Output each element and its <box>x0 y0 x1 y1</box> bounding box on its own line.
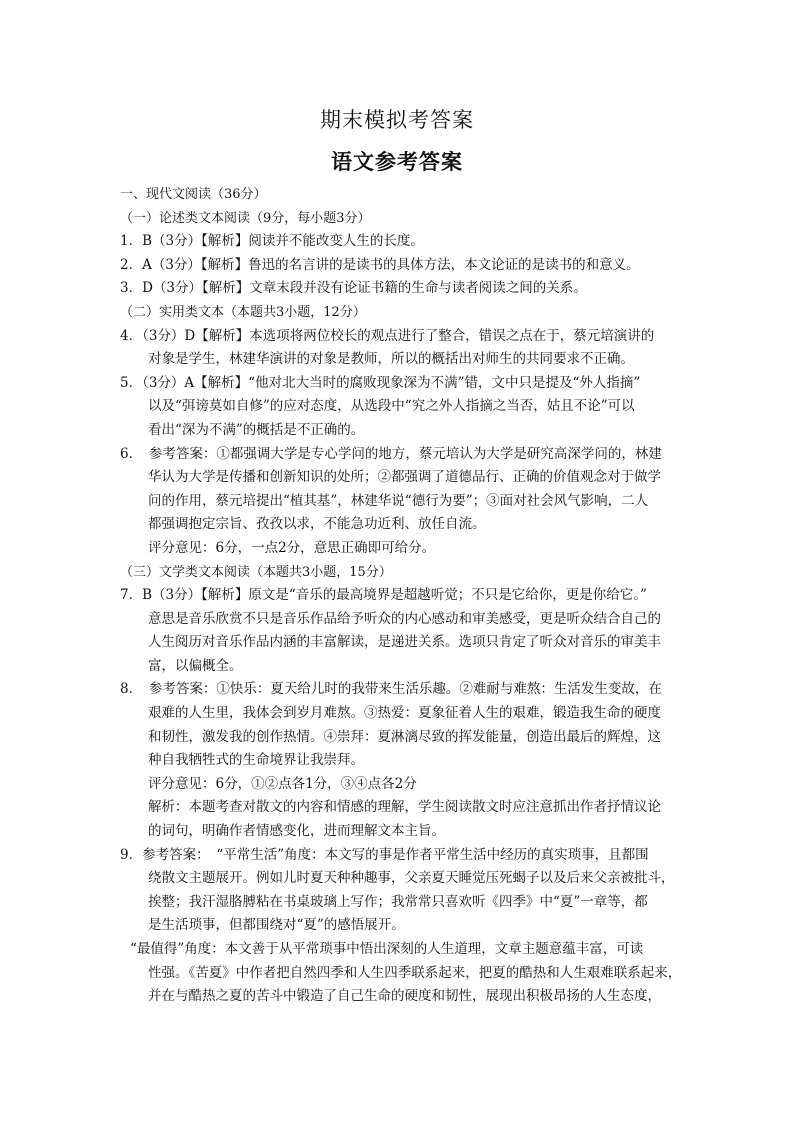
page-title: 期末模拟考答案 <box>320 108 474 132</box>
answer-line: 人生阅历对音乐作品内涵的丰富解读，是递进关系。选项只肯定了听众对音乐的审美丰 <box>148 634 661 651</box>
answer-line: 对象是学生，林建华演讲的对象是教师，所以的概括出对师生的共同要求不正确。 <box>148 351 634 368</box>
answer-line: 种自我牺牲式的生命境界让我崇拜。 <box>148 752 364 769</box>
answer-line: 艰难的人生里，我体会到岁月难熬。③热爱：夏象征着人生的艰难，锻造我生命的硬度 <box>148 705 661 722</box>
answer-line: （一）论述类文本阅读（9分，每小题3分） <box>120 210 371 226</box>
answer-line: 性强。《苦夏》中作者把自然四季和人生四季联系起来，把夏的酷热和人生艰难联系起来， <box>148 964 682 981</box>
answer-content <box>120 183 680 1009</box>
answer-line: 华认为大学是传播和创新知识的处所；②都强调了道德品行、正确的价值观念对于做学 <box>148 469 661 486</box>
answer-line: 4．（3分）D【解析】本选项将两位校长的观点进行了整合，错误之点在于，蔡元培演讲的 <box>120 327 655 344</box>
answer-line: 问的作用，蔡元培提出“植其基”，林建华说“德行为要”；③面对社会风气影响，二人 <box>148 492 649 509</box>
answer-line: 富，以偏概全。 <box>148 657 243 674</box>
answer-line: 3．D（3分）【解析】文章末段并没有论证书籍的生命与读者阅读之间的关系。 <box>120 280 587 297</box>
answer-line: 5．（3分）A【解析】“他对北大当时的腐败现象深为不满”错，文中只是提及“外人指摘” <box>120 374 641 391</box>
answer-line: 和韧性，激发我的创作热情。④崇拜：夏淋漓尽致的挥发能量，创造出最后的辉煌，这 <box>148 728 661 745</box>
answer-line: 并在与酷热之夏的苦斗中锻造了自己生命的硬度和韧性，展现出积极昂扬的人生态度， <box>148 988 661 1005</box>
answer-line: 1．B（3分）【解析】阅读并不能改变人生的长度。 <box>120 233 424 250</box>
page-subtitle: 语文参考答案 <box>331 149 463 174</box>
answer-line: 是生活琐事，但都围绕对“夏”的感悟展开。 <box>148 917 405 934</box>
answer-line: 的词句，明确作者情感变化，进而理解文本主旨。 <box>148 823 445 840</box>
answer-line: 6． 参考答案：①都强调大学是专心学问的地方，蔡元培认为大学是研究高深学问的，林建 <box>120 445 662 462</box>
answer-line: 7．B（3分）【解析】原文是“音乐的最高境界是超越听觉；不只是它给你，更是你给它。” <box>120 587 647 604</box>
answer-line: 解析：本题考查对散文的内容和情感的理解，学生阅读散文时应注意抓出作者抒情议论 <box>148 799 661 816</box>
answer-line: 看出“深为不满”的概括是不正确的。 <box>148 421 365 438</box>
answer-line: 绕散文主题展开。例如儿时夏天种种趣事，父亲夏天睡觉压死蝎子以及后来父亲被批斗， <box>148 870 675 887</box>
answer-line: 8． 参考答案：①快乐：夏天给儿时的我带来生活乐趣。②难耐与难熬：生活发生变故，在 <box>120 681 662 698</box>
answer-line: 评分意见：6分，一点2分，意思正确即可给分。 <box>148 539 436 556</box>
answer-line: 9．参考答案： “平常生活”角度：本文写的事是作者平常生活中经历的真实琐事，且都围 <box>120 846 649 863</box>
answer-line: （三）文学类文本阅读（本题共3小题，15分） <box>120 564 392 580</box>
answer-line: （二）实用类文本（本题共3小题，12分） <box>120 304 366 320</box>
answer-line: 以及“弭谤莫如自修”的应对态度，从选段中“究之外人指摘之当否，姑且不论”可以 <box>148 398 635 415</box>
answer-line: 一、现代文阅读（36分） <box>120 187 267 202</box>
answer-line: 意思是音乐欣赏不只是音乐作品给予听众的内心感动和审美感受，更是听众结合自己的 <box>148 610 661 627</box>
answer-line: 评分意见：6分，①②点各1分，③④点各2分 <box>148 775 417 792</box>
answer-line: 都强调抱定宗旨、孜孜以求，不能急功近利、放任自流。 <box>148 516 486 533</box>
answer-line: 2．A（3分）【解析】鲁迅的名言讲的是读书的具体方法，本文论证的是读书的和意义。 <box>120 256 640 273</box>
answer-line: 挨整；我汗湿胳膊粘在书桌玻璃上写作；我常常只喜欢听《四季》中“夏”一章等，都 <box>148 893 648 910</box>
answer-line: “最值得”角度：本文善于从平常琐事中悟出深刻的人生道理，文章主题意蕴丰富，可读 <box>130 941 644 957</box>
